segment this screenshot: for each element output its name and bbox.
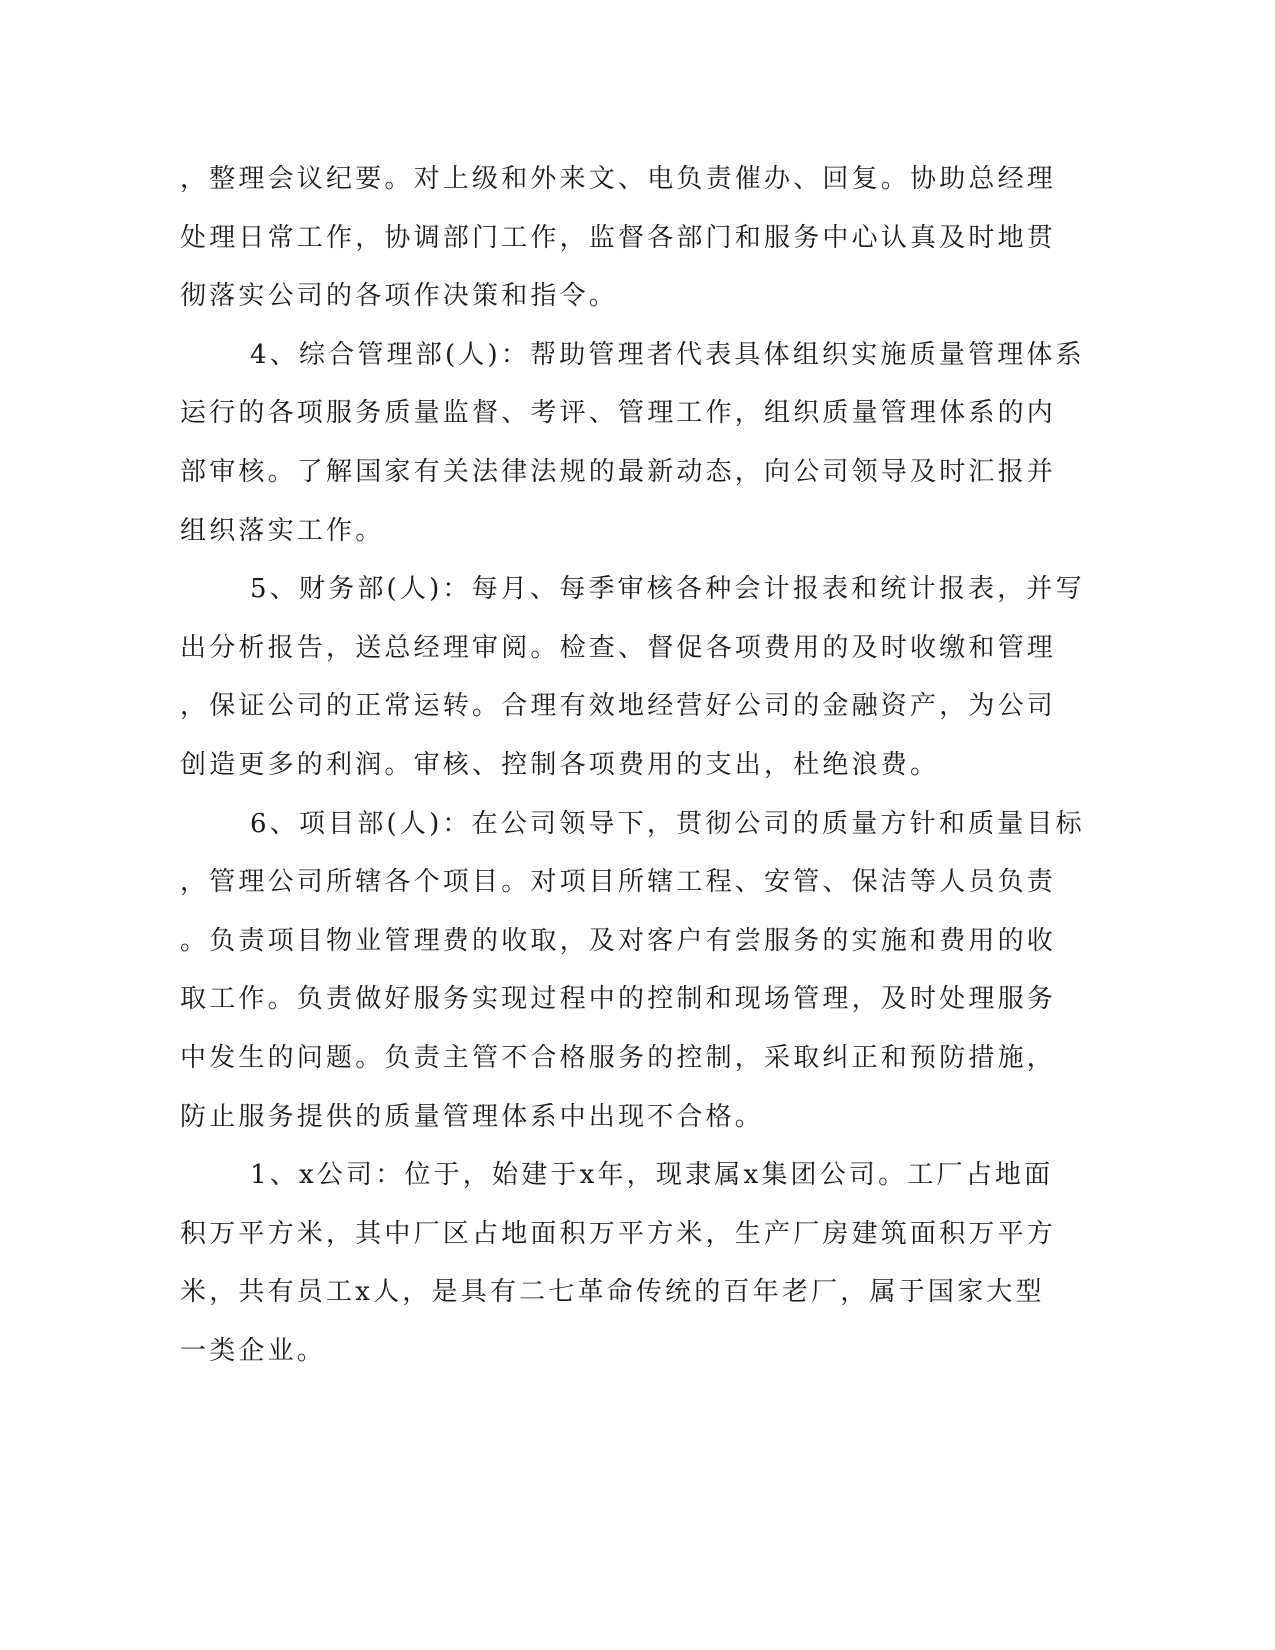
paragraph-first-line: 4、综合管理部(人)：帮助管理者代表具体组织实施质量管理体系 <box>250 339 1085 370</box>
text-line: 米，共有员工x人，是具有二七革命传统的百年老厂，属于国家大型 <box>180 1277 1045 1308</box>
body-text <box>180 150 1085 1380</box>
text-line: 。负责项目物业管理费的收取，及对客户有尝服务的实施和费用的收 <box>180 925 1057 956</box>
text-line: ，整理会议纪要。对上级和外来文、电负责催办、回复。协助总经理 <box>180 164 1057 194</box>
text-line: 出分析报告，送总经理审阅。检查、督促各项费用的及时收缴和管理 <box>180 632 1057 663</box>
text-line: ，管理公司所辖各个项目。对项目所辖工程、安管、保洁等人员负责 <box>180 867 1057 898</box>
text-line: 创造更多的利润。审核、控制各项费用的支出，杜绝浪费。 <box>180 749 940 780</box>
text-line: ，保证公司的正常运转。合理有效地经营好公司的金融资产，为公司 <box>180 691 1057 722</box>
paragraph-first-line: 6、项目部(人)：在公司领导下，贯彻公司的质量方针和质量目标 <box>250 808 1085 839</box>
text-line: 中发生的问题。负责主管不合格服务的控制，采取纠正和预防措施， <box>180 1042 1057 1073</box>
text-line: 运行的各项服务质量监督、考评、管理工作，组织质量管理体系的内 <box>180 398 1057 429</box>
text-line: 部审核。了解国家有关法律法规的最新动态，向公司领导及时汇报并 <box>180 456 1057 487</box>
text-line: 组织落实工作。 <box>180 515 385 546</box>
text-line: 积万平方米，其中厂区占地面积万平方米，生产厂房建筑面积万平方 <box>180 1218 1057 1249</box>
paragraph-first-line: 5、财务部(人)：每月、每季审核各种会计报表和统计报表，并写 <box>250 574 1085 605</box>
text-line: 彻落实公司的各项作决策和指令。 <box>180 281 619 312</box>
text-line: 取工作。负责做好服务实现过程中的控制和现场管理，及时处理服务 <box>180 984 1057 1015</box>
paragraph-first-line: 1、x公司：位于，始建于x年，现隶属x集团公司。工厂占地面 <box>250 1160 1054 1191</box>
text-line: 一类企业。 <box>180 1335 327 1366</box>
text-line: 处理日常工作，协调部门工作，监督各部门和服务中心认真及时地贯 <box>180 222 1057 253</box>
text-line: 防止服务提供的质量管理体系中出现不合格。 <box>180 1101 765 1132</box>
